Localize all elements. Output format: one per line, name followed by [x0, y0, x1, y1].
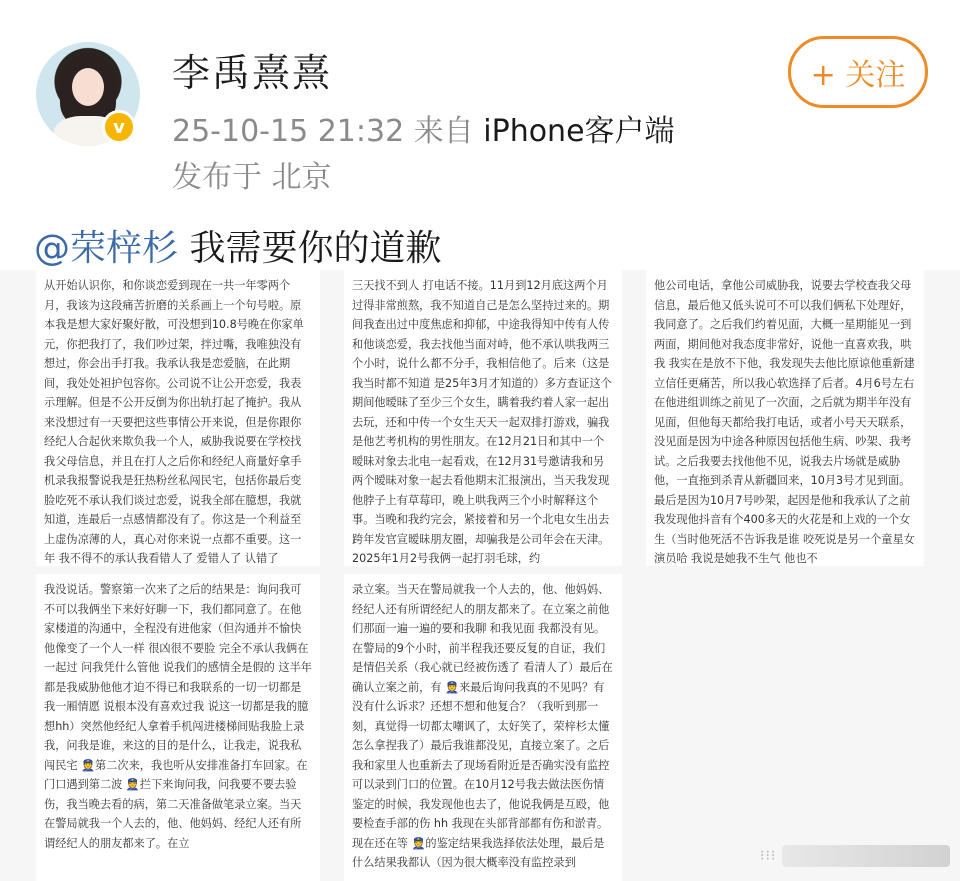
username[interactable]: 李禹熹熹 — [172, 51, 333, 95]
from-label: 来自 — [413, 114, 474, 149]
post-time: 25-10-15 21:32 — [172, 114, 405, 149]
post-header — [0, 0, 960, 205]
mention-link[interactable]: @荣梓杉 — [34, 228, 179, 269]
follow-button[interactable]: + 关注 — [788, 36, 928, 108]
screenshot-page-5[interactable]: 录立案。当天在警局就我一个人去的，他、他妈妈、经纪人还有所谓经纪人的朋友都来了。在立案之前他们那面一遍一遍的要和我聊 和我见面 我都没有见。在警局的9个小时，前半程我还要反复的自证，我们是情侣关系（我心就已经被伤透了 看清人了）最后在确认立案之前，有 👮来最后询问我真的不见吗？有没有什么诉求？还想不想和他复合？（我听到那一刻，真觉得一切都太嘲讽了，太好笑了，荣梓杉太懂怎么拿捏我了）最后我谁都没见，直接立案了。之后我和家里人也重新去了现场看附近是否确实没有监控可以录到门口的位置。在10月12号我去做法医伤情鉴定的时候，我发现他也去了，他说我俩是互殴，他要检查手部的伤 hh 我现在头部背部都有伤和淤青。现在还在等 👮的鉴定结果我选择依法处理，最后是什么结果我都认（因为很大概率没有监控录到 — [344, 574, 622, 881]
verified-badge-icon: v — [102, 110, 136, 144]
watermark-bar — [782, 845, 950, 867]
image-grid — [0, 270, 960, 881]
avatar-face — [72, 68, 104, 106]
screenshot-page-1[interactable]: 从开始认识你，和你谈恋爱到现在一共一年零两个月，我该为这段痛苦折磨的关系画上一个句号啦。原本我是想大家好聚好散，可没想到10.8号晚在你家单元，你把我打了，我们吵过架，拌过嘴，我唯独没有想过，你会出手打我。我承认我是恋爱脑，在此期间，我处处袒护包容你。公司说不让公开恋爱，我表示理解。但是不公开反倒为你出轨打起了掩护。我从来没想过有一天要把这些事情公开来说，但是你跟你经纪人合起伙来欺负我一个人，威胁我说要在学校找我父母信息，并且在打人之后你和经纪人商量好拿手机录我报警说我是狂热粉丝私闯民宅，包括你最后变脸吃死不承认我们谈过恋爱，说我全部在臆想，我就知道，连最后一点感情都没有了。你这是一个利益至上虚伪凉薄的人，真心对你来说一点都不重要。这一年 我不得不的承认我看错人了 爱错人了 认错了 — [36, 270, 320, 566]
post-meta — [172, 106, 675, 150]
screenshot-page-2[interactable]: 三天找不到人 打电话不接。11月到12月底这两个月过得非常煎熬，我不知道自己是怎么坚持过来的。期间我查出过中度焦虑和抑郁，中途我得知中传有人传和他谈恋爱，我去找他当面对峙，他不承认哄我两三个小时，说什么都不分手，我相信他了。后来（这是我当时都不知道 是25年3月才知道的）多方查证这个期间他暧昧了至少三个女生，瞒着我约着人家一起出去玩，还和中传一个女生天天一起双排打游戏，骗我是他艺考机构的男性朋友。在12月21日和其中一个暧昧对象去北电一起看戏，在12月31号邀请我和另两个暧昧对象一起去看他期末汇报演出，当天我发现他脖子上有草莓印，晚上哄我两三个小时解释这个事。当晚和我约完会，紧接着和另一个北电女生出去跨年发官宣暧昧朋友圈，却骗我是公司年会在天津。2025年1月2号我俩一起打羽毛球，约 — [344, 270, 622, 566]
post-source: iPhone客户端 — [483, 114, 675, 149]
post-title — [34, 220, 441, 271]
watermark — [760, 842, 950, 870]
watermark-dots: ⁝⁝⁝ — [760, 848, 777, 864]
post-location: 发布于 北京 — [172, 160, 332, 195]
screenshot-page-3[interactable]: 他公司电话，拿他公司威胁我，说要去学校查我父母信息，最后他又低头说可不可以我们俩私下处理好，我同意了。之后我们约着见面，大概一星期能见一到两面，期间他对我态度非常好，说他一直喜欢我，哄我 我实在是放不下他，我发现失去他比原谅他重新建立信任更痛苦，所以我心软选择了后者。4月6号左右在他进组训练之前见了一次面，之后就为期半年没有见面，但他每天都给我打电话，或者小号天天联系，没见面是因为中途各种原因包括他生病、吵架、我考试。之后我要去找他他不见，说我去片场就是威胁他，一直拖到杀青从新疆回来，10月3号才见到面。最后是因为10月7号吵架，起因是他和我承认了之前我发现他抖音有个400多天的火花是和上戏的一个女生（当时他死活不告诉我是谁 咬死说是另一个童星女演员哈 我说是她我不生气 他也不 — [646, 270, 924, 566]
post-title-text: 我需要你的道歉 — [178, 228, 442, 269]
screenshot-page-4[interactable]: 我没说话。警察第一次来了之后的结果是：询问我可不可以我俩坐下来好好聊一下，我们都同意了。在他家楼道的沟通中，全程没有进他家（但沟通并不愉快 他像变了一个人一样 很凶很不要脸 完全不承认我俩在一起过 问我凭什么管他 说我们的感情全是假的 这半年都是我威胁他他才迫不得已和我联系的一切一切都是我一厢情愿 说根本没有喜欢过我 说这一切都是我的臆想hh）突然他经纪人拿着手机闯进楼梯间贴我脸上录我，问我是谁，来这的目的是什么，让我走，说我私闯民宅 👮第二次来，我也听从安排准备打车回家。在门口遇到第二波 👮拦下来询问我，问我要不要去验伤，我当晚去看的病，第二天准备做笔录立案。当天在警局就我一个人去的，他、他妈妈、经纪人还有所谓经纪人的朋友都来了。在立 — [36, 574, 320, 881]
